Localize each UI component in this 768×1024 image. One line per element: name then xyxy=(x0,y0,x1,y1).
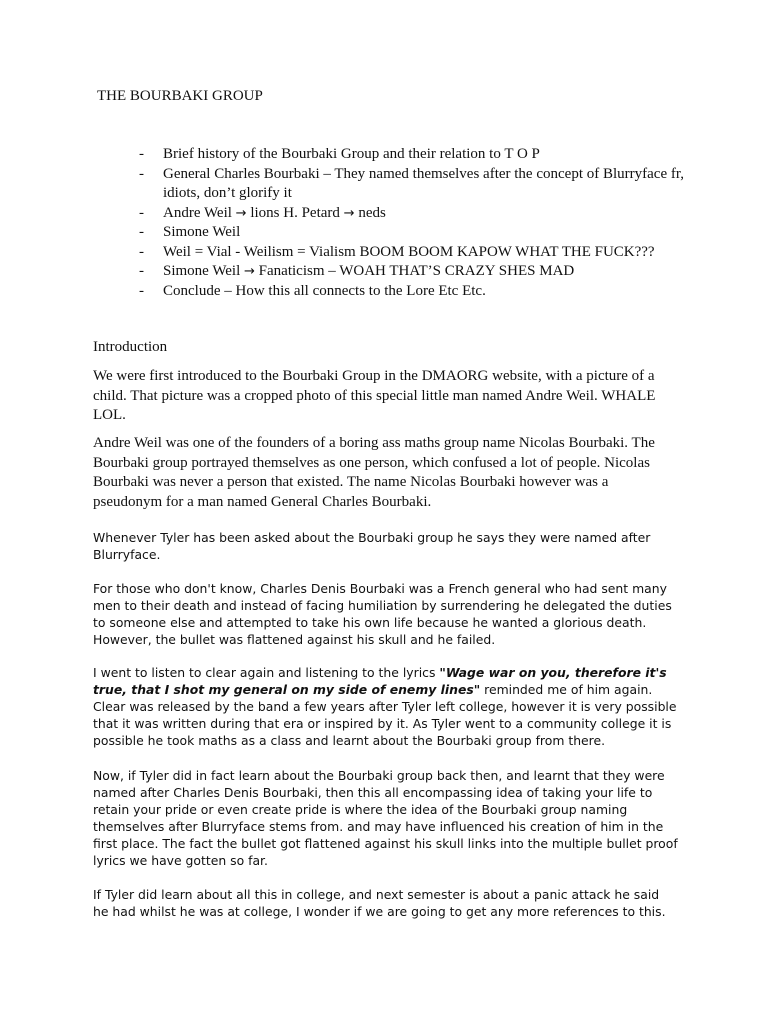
outline-dash: - xyxy=(139,282,144,299)
body-paragraph: Andre Weil was one of the founders of a boring ass maths group name Nicolas Bourbaki. The Bourbaki group portrayed themselves as one person, which confused a lot of people. Nicolas Bourbaki was never a person that existed. The name Nicolas Bourbaki however was a pseudonym for a man named General Charles Bourbaki. xyxy=(93,435,655,510)
outline-item-text: Brief history of the Bourbaki Group and their relation to T O P xyxy=(163,146,540,162)
outline-item-text: Conclude – How this all connects to the Lore Etc Etc. xyxy=(163,282,486,299)
body-paragraph: For those who don't know, Charles Denis Bourbaki was a French general who had sent many men to their death and instead of facing humiliation by surrendering he delegated the duties to someone else and attempted to take his own life because he wanted a glorious death. However, the bullet was flattened against his skull and he failed. xyxy=(93,581,672,647)
body-paragraph: Now, if Tyler did in fact learn about the Bourbaki group back then, and learnt that they were named after Charles Denis Bourbaki, then this all encompassing idea of taking your life to retain your pride or even create pride is where the idea of the Bourbaki group naming themselves after Blurryface stems from. and may have influenced his creation of him in the first place. The fact the bullet got flattened against his skull links into the multiple bullet proof lyrics we have gotten so far. xyxy=(93,768,678,868)
outline-dash: - xyxy=(139,204,144,221)
lyrics-quote: "Wage war on you, therefore it's true, that I shot my general on my side of enemy lines" xyxy=(93,665,667,697)
introduction-heading: Introduction xyxy=(93,339,168,355)
outline-dash: - xyxy=(139,224,144,240)
outline-dash: - xyxy=(139,243,144,260)
outline-item-text: Weil = Vial - Weilism = Vialism BOOM BOOM KAPOW WHAT THE FUCK??? xyxy=(163,243,655,260)
outline-item xyxy=(139,145,699,165)
outline-item xyxy=(139,204,699,224)
outline-dash: - xyxy=(139,165,144,182)
paragraph-text-segment: I went to listen to clear again and listening to the lyrics xyxy=(93,665,440,680)
outline-item xyxy=(139,223,699,243)
outline-list xyxy=(139,145,699,301)
outline-text-segment: neds xyxy=(354,204,386,221)
body-paragraph: If Tyler did learn about all this in college, and next semester is about a panic attack he said he had whilst he was at college, I wonder if we are going to get any more references to this. xyxy=(93,887,666,919)
body-paragraph: Whenever Tyler has been asked about the Bourbaki group he says they were named after Blurryface. xyxy=(93,530,651,562)
outline-item-text: Simone Weil xyxy=(163,224,241,240)
right-arrow-icon: → xyxy=(244,264,255,279)
body-paragraph xyxy=(93,664,678,749)
outline-item xyxy=(139,243,699,263)
outline-dash: - xyxy=(139,263,144,279)
outline-item xyxy=(139,282,699,302)
outline-item-text xyxy=(163,262,699,282)
outline-dash: - xyxy=(139,146,144,162)
paragraph-text-segment: reminded me of him again. Clear was released by the band a few years after Tyler left college, however it is very possible that it was written during that era or inspired by it. As Tyler went to a community college it is possible he took maths as a class and learnt about the Bourbaki group from there. xyxy=(93,682,677,748)
intro-paragraph: We were first introduced to the Bourbaki Group in the DMAORG website, with a picture of a child. That picture was a cropped photo of this special little man named Andre Weil. WHALE LOL. xyxy=(93,368,656,423)
right-arrow-icon: → xyxy=(343,205,355,221)
outline-item-text: General Charles Bourbaki – They named themselves after the concept of Blurryface fr, idiots, don’t glorify it xyxy=(163,165,685,201)
outline-text-segment: lions H. Petard xyxy=(246,204,344,221)
outline-item xyxy=(139,262,699,282)
document-title: THE BOURBAKI GROUP xyxy=(97,88,263,104)
outline-item xyxy=(139,165,699,204)
outline-text-segment: Simone Weil xyxy=(163,263,245,279)
outline-item-text xyxy=(163,204,699,224)
outline-text-segment: Fanaticism – WOAH THAT’S CRAZY SHES MAD xyxy=(254,263,575,279)
outline-text-segment: Andre Weil xyxy=(163,204,236,221)
right-arrow-icon: → xyxy=(235,205,247,221)
